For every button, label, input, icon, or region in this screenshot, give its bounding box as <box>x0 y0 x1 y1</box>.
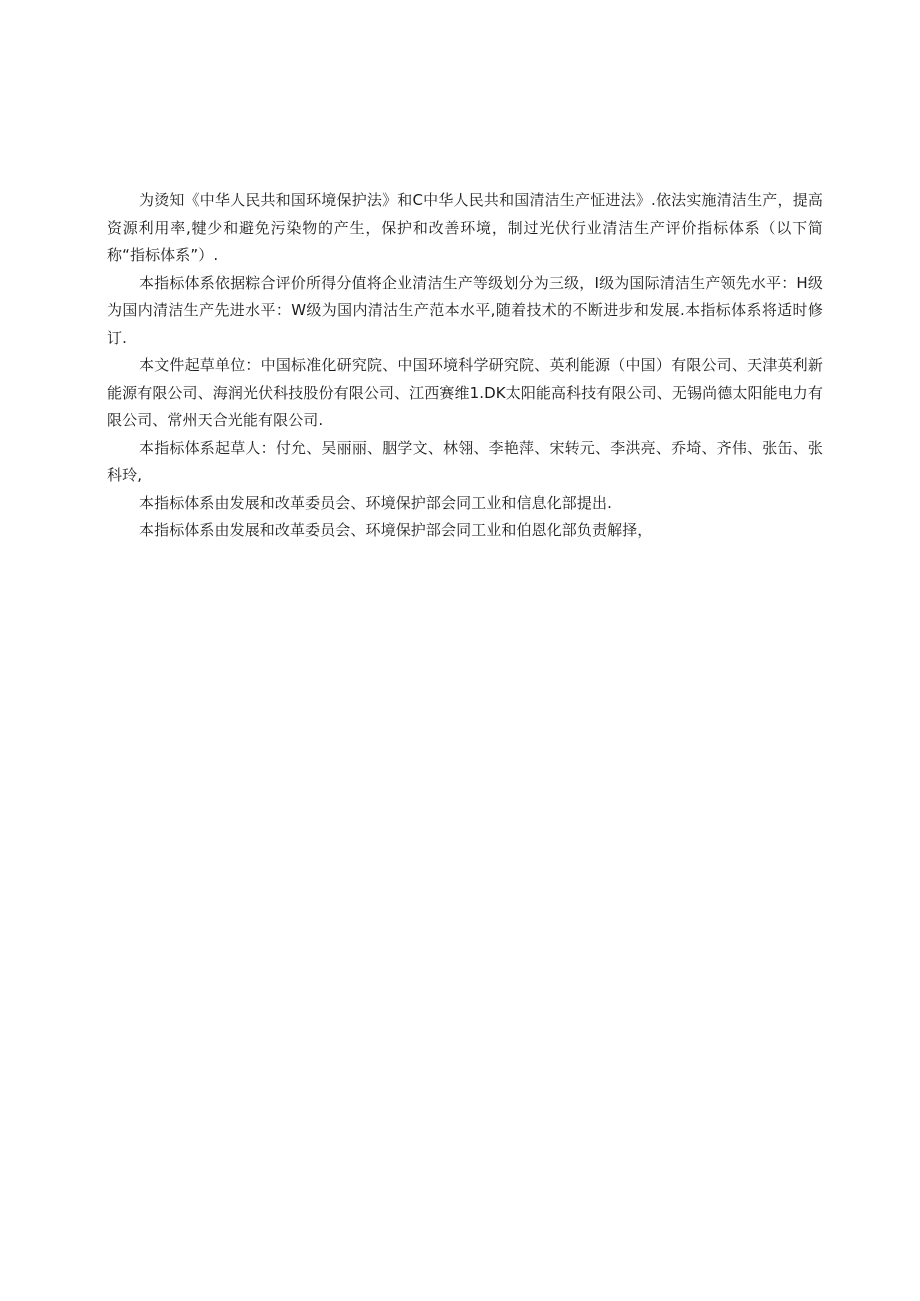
document-body <box>107 187 823 545</box>
paragraph-drafters: 本指标体系起草人：付允、吴丽丽、胭学文、林翎、李艳萍、宋转元、李洪亮、乔埼、齐伟、张缶、张科玲, <box>107 438 823 484</box>
paragraph-interpretation: 本指标体系由发展和改革委员会、环境保护部会同工业和伯恩化部负责解择， <box>139 521 653 539</box>
paragraph-proposer: 本指标体系由发展和改革委员会、环境保护部会同工业和信息化部提出. <box>139 493 612 512</box>
paragraph-drafting-units: 本文件起草单位：中国标准化研究院、中国环境科学研究院、英利能源（中国）有限公司、天津英利新能源有限公司、海润光伏科技股份有限公司、江西赛维1.DK太阳能高科技有限公司、无锡尚德太阳能电力有限公司、常州天合光能有限公司. <box>107 356 823 429</box>
paragraph-grading: 本指标体系依据粽合评价所得分值将企业清洁生产等级划分为三级，I级为国际清洁生产领先水平：H级为国内清洁生产先进水平：W级为国内清沽生产范本水平,随着技术的不断进步和发展.本指标体系将适时修订. <box>107 273 823 347</box>
paragraph-purpose: 为烫知《中华人民共和国环境保护法》和C中华人民共和国清洁生产怔进法》.依法实施清洁生产，提高资源利用率,犍少和避免污染物的产生，保护和改善环境，制过光伏行业清洁生产评价指标体系（以下简称“指标体系”）. <box>107 191 823 264</box>
